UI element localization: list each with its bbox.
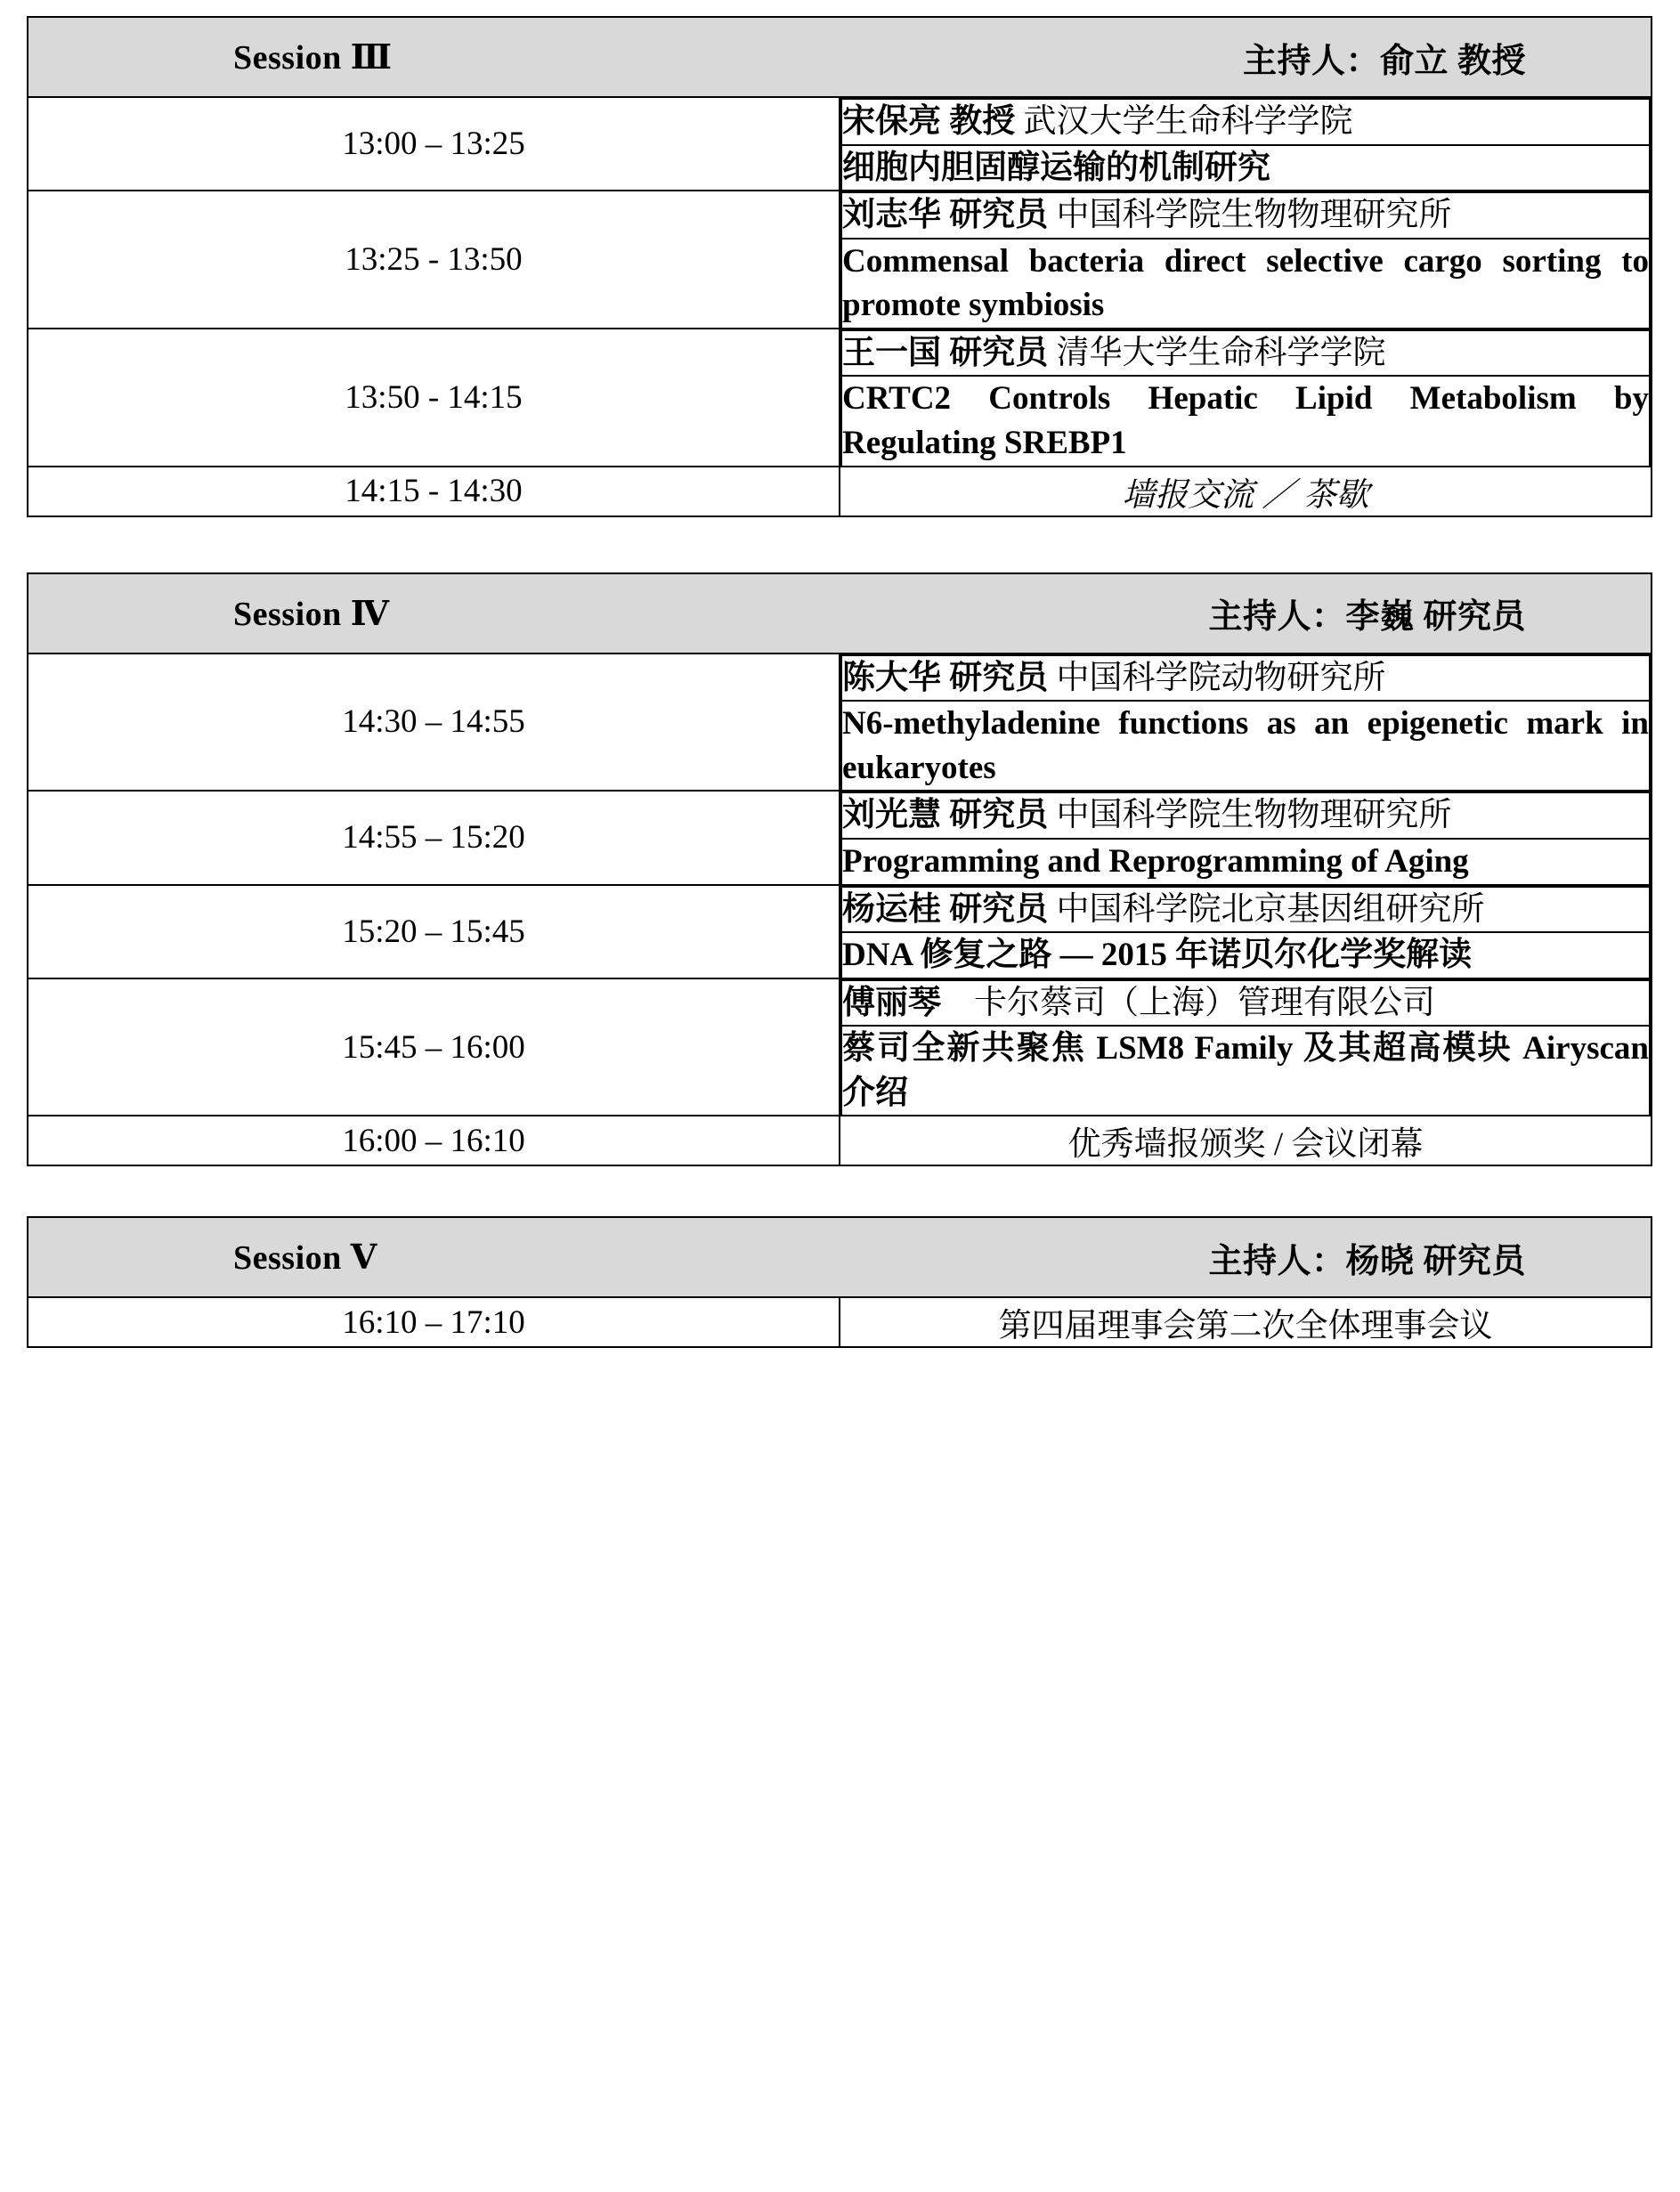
speaker-line [841,887,1650,933]
session-header-cell-4 [28,573,1652,654]
speaker-line [841,330,1650,377]
speaker-affiliation: 武汉大学生命科学学院 [1023,103,1353,140]
time-slot: 14:55 – 15:20 [28,791,840,884]
closing-label: 优秀墙报颁奖 / 会议闭幕 [840,1116,1652,1165]
speaker-name: 陈大华 研究员 [842,659,1049,696]
table-row [28,978,1652,1116]
speaker-line [841,980,1650,1027]
table-row [28,654,1652,792]
talk-title: Commensal bacteria direct selective cargo sorting to promote symbiosis [841,239,1650,328]
session-entry [840,654,1652,792]
session-header-row-4 [28,573,1652,654]
speaker-name: 傅丽琴 [842,984,941,1021]
table-row [28,1116,1652,1165]
table-row [28,791,1652,884]
talk-title: 蔡司全新共聚焦 LSM8 Family 及其超高模块 Airyscan 介绍 [841,1026,1650,1115]
time-slot: 16:00 – 16:10 [28,1116,840,1165]
session-header-cell-5 [28,1217,1652,1297]
time-slot: 13:50 - 14:15 [28,329,840,467]
session-title-5: Session Ⅴ [233,1239,377,1278]
speaker-affiliation: 卡尔蔡司（上海）管理有限公司 [974,984,1435,1021]
talk-title: Programming and Reprogramming of Aging [841,839,1650,884]
section-gap [27,1166,1653,1216]
time-slot: 13:25 - 13:50 [28,191,840,329]
session-entry [840,978,1652,1116]
talk-title: 细胞内胆固醇运输的机制研究 [841,145,1650,191]
speaker-affiliation: 中国科学院生物物理研究所 [1056,197,1452,234]
speaker-name: 王一国 研究员 [842,334,1049,371]
time-slot: 15:20 – 15:45 [28,885,840,978]
session-table-3 [27,16,1652,517]
speaker-affiliation: 清华大学生命科学学院 [1056,334,1386,371]
session-entry [840,885,1652,978]
session-header-row-3 [28,17,1652,97]
time-slot: 13:00 – 13:25 [28,97,840,191]
table-row [28,329,1652,467]
session-title-3: Session Ⅲ [233,39,393,77]
speaker-affiliation: 中国科学院生物物理研究所 [1056,797,1452,834]
session-table-5 [27,1216,1652,1348]
session-entry [840,191,1652,329]
session-chair-5: 主持人：杨晓 研究员 [1208,1242,1526,1280]
speaker-name: 刘志华 研究员 [842,197,1049,234]
speaker-line [841,792,1650,839]
time-slot: 15:45 – 16:00 [28,978,840,1116]
session-entry [840,97,1652,191]
talk-title: CRTC2 Controls Hepatic Lipid Metabolism by Regulating SREBP1 [841,376,1650,465]
table-row [28,1297,1652,1347]
session-table-4 [27,572,1652,1167]
speaker-affiliation: 中国科学院北京基因组研究所 [1056,890,1485,928]
session-header-cell-3 [28,17,1652,97]
session-header-row-5 [28,1217,1652,1297]
speaker-line [841,99,1650,145]
speaker-affiliation: 中国科学院动物研究所 [1056,659,1386,696]
session-entry [840,791,1652,884]
talk-title: DNA 修复之路 — 2015 年诺贝尔化学奖解读 [841,932,1650,978]
table-row [28,467,1652,516]
table-row [28,191,1652,329]
session-title-4: Session Ⅳ [233,595,390,633]
session-chair-4: 主持人：李巍 研究员 [1208,598,1526,637]
speaker-line [841,192,1650,239]
speaker-name: 杨运桂 研究员 [842,890,1049,928]
table-row [28,885,1652,978]
session-entry [840,329,1652,467]
section-gap [27,517,1653,572]
talk-title: N6-methyladenine functions as an epigenetic mark in eukaryotes [841,701,1650,790]
time-slot: 14:30 – 14:55 [28,654,840,792]
session-chair-3: 主持人：俞立 教授 [1242,42,1526,80]
time-slot: 16:10 – 17:10 [28,1297,840,1347]
speaker-line [841,655,1650,702]
time-slot: 14:15 - 14:30 [28,467,840,516]
speaker-name: 宋保亮 教授 [842,103,1016,140]
table-row [28,97,1652,191]
meeting-label: 第四届理事会第二次全体理事会议 [840,1297,1652,1347]
break-label: 墙报交流 ／ 茶歇 [840,467,1652,516]
speaker-name: 刘光慧 研究员 [842,797,1049,834]
